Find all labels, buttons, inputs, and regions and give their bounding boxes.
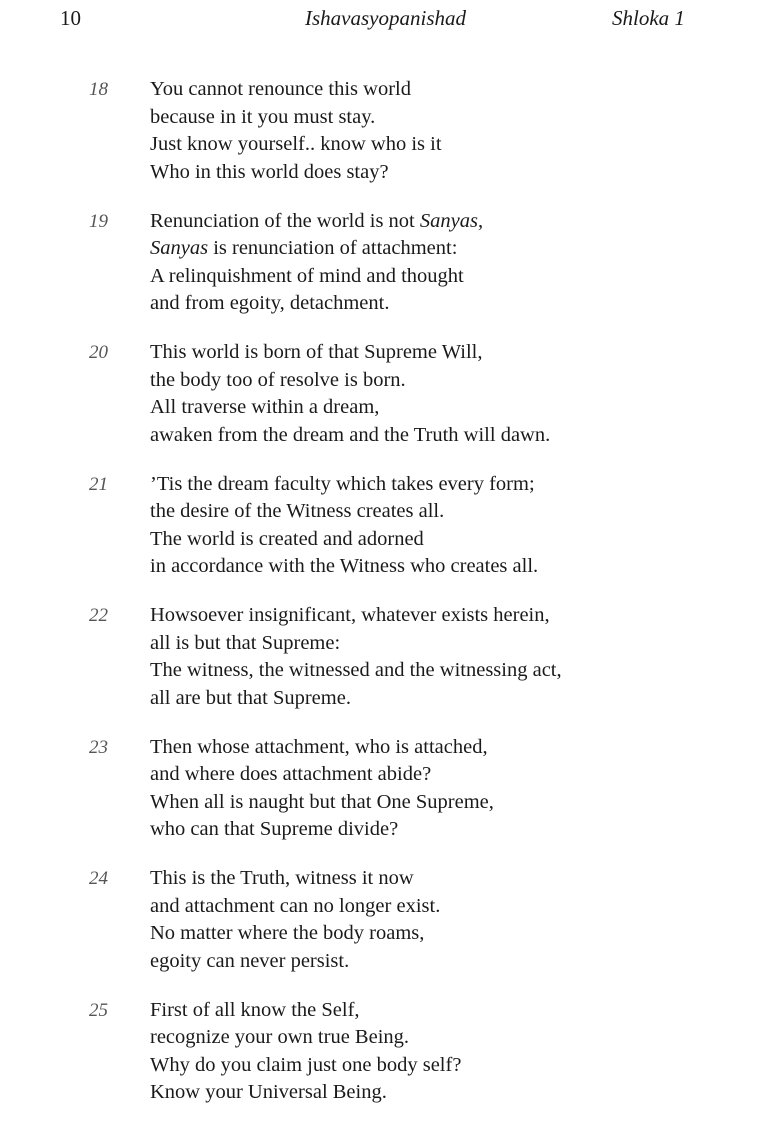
verse-line: You cannot renounce this world bbox=[150, 76, 442, 104]
verse-line: Howsoever insignificant, whatever exists herein, bbox=[150, 602, 562, 630]
section-label: Shloka 1 bbox=[612, 6, 685, 31]
verse-line: egoity can never persist. bbox=[150, 948, 440, 976]
verse-line: Renunciation of the world is not Sanyas, bbox=[150, 208, 483, 236]
verse-line: Why do you claim just one body self? bbox=[150, 1052, 461, 1080]
stanza-18 bbox=[0, 76, 780, 208]
verse-number: 19 bbox=[89, 208, 108, 236]
verse-line: who can that Supreme divide? bbox=[150, 816, 494, 844]
page-number: 10 bbox=[60, 6, 81, 31]
verse-number: 20 bbox=[89, 339, 108, 367]
verse-line: because in it you must stay. bbox=[150, 104, 442, 132]
verse-line: and where does attachment abide? bbox=[150, 761, 494, 789]
verse-number: 18 bbox=[89, 76, 108, 104]
stanza-20 bbox=[0, 339, 780, 471]
verse-text bbox=[150, 471, 538, 581]
verse-line: ’Tis the dream faculty which takes every form; bbox=[150, 471, 538, 499]
verse-line: all are but that Supreme. bbox=[150, 685, 562, 713]
verse-line: Just know yourself.. know who is it bbox=[150, 131, 442, 159]
verse-list bbox=[0, 76, 780, 1128]
verse-line: and attachment can no longer exist. bbox=[150, 893, 440, 921]
verse-number: 23 bbox=[89, 734, 108, 762]
stanza-22 bbox=[0, 602, 780, 734]
verse-line: No matter where the body roams, bbox=[150, 920, 440, 948]
running-header bbox=[0, 6, 780, 36]
verse-line: all is but that Supreme: bbox=[150, 630, 562, 658]
verse-line: All traverse within a dream, bbox=[150, 394, 550, 422]
verse-text bbox=[150, 208, 483, 318]
stanza-24 bbox=[0, 865, 780, 997]
stanza-25 bbox=[0, 997, 780, 1128]
book-title: Ishavasyopanishad bbox=[305, 6, 466, 31]
stanza-21 bbox=[0, 471, 780, 603]
verse-line: This world is born of that Supreme Will, bbox=[150, 339, 550, 367]
verse-line: Who in this world does stay? bbox=[150, 159, 442, 187]
verse-line: the desire of the Witness creates all. bbox=[150, 498, 538, 526]
verse-text bbox=[150, 76, 442, 186]
verse-line: The world is created and adorned bbox=[150, 526, 538, 554]
verse-line: A relinquishment of mind and thought bbox=[150, 263, 483, 291]
verse-number: 21 bbox=[89, 471, 108, 499]
verse-line: This is the Truth, witness it now bbox=[150, 865, 440, 893]
verse-line: and from egoity, detachment. bbox=[150, 290, 483, 318]
verse-text bbox=[150, 339, 550, 449]
verse-text bbox=[150, 734, 494, 844]
verse-line: the body too of resolve is born. bbox=[150, 367, 550, 395]
verse-line: awaken from the dream and the Truth will dawn. bbox=[150, 422, 550, 450]
verse-line: When all is naught but that One Supreme, bbox=[150, 789, 494, 817]
verse-line: recognize your own true Being. bbox=[150, 1024, 461, 1052]
verse-line: Sanyas is renunciation of attachment: bbox=[150, 235, 483, 263]
verse-line: The witness, the witnessed and the witnessing act, bbox=[150, 657, 562, 685]
verse-text bbox=[150, 997, 461, 1107]
verse-text bbox=[150, 602, 562, 712]
verse-number: 24 bbox=[89, 865, 108, 893]
verse-number: 22 bbox=[89, 602, 108, 630]
verse-number: 25 bbox=[89, 997, 108, 1025]
verse-line: Know your Universal Being. bbox=[150, 1079, 461, 1107]
verse-text bbox=[150, 865, 440, 975]
verse-line: Then whose attachment, who is attached, bbox=[150, 734, 494, 762]
stanza-19 bbox=[0, 208, 780, 340]
verse-line: First of all know the Self, bbox=[150, 997, 461, 1025]
verse-line: in accordance with the Witness who creates all. bbox=[150, 553, 538, 581]
stanza-23 bbox=[0, 734, 780, 866]
